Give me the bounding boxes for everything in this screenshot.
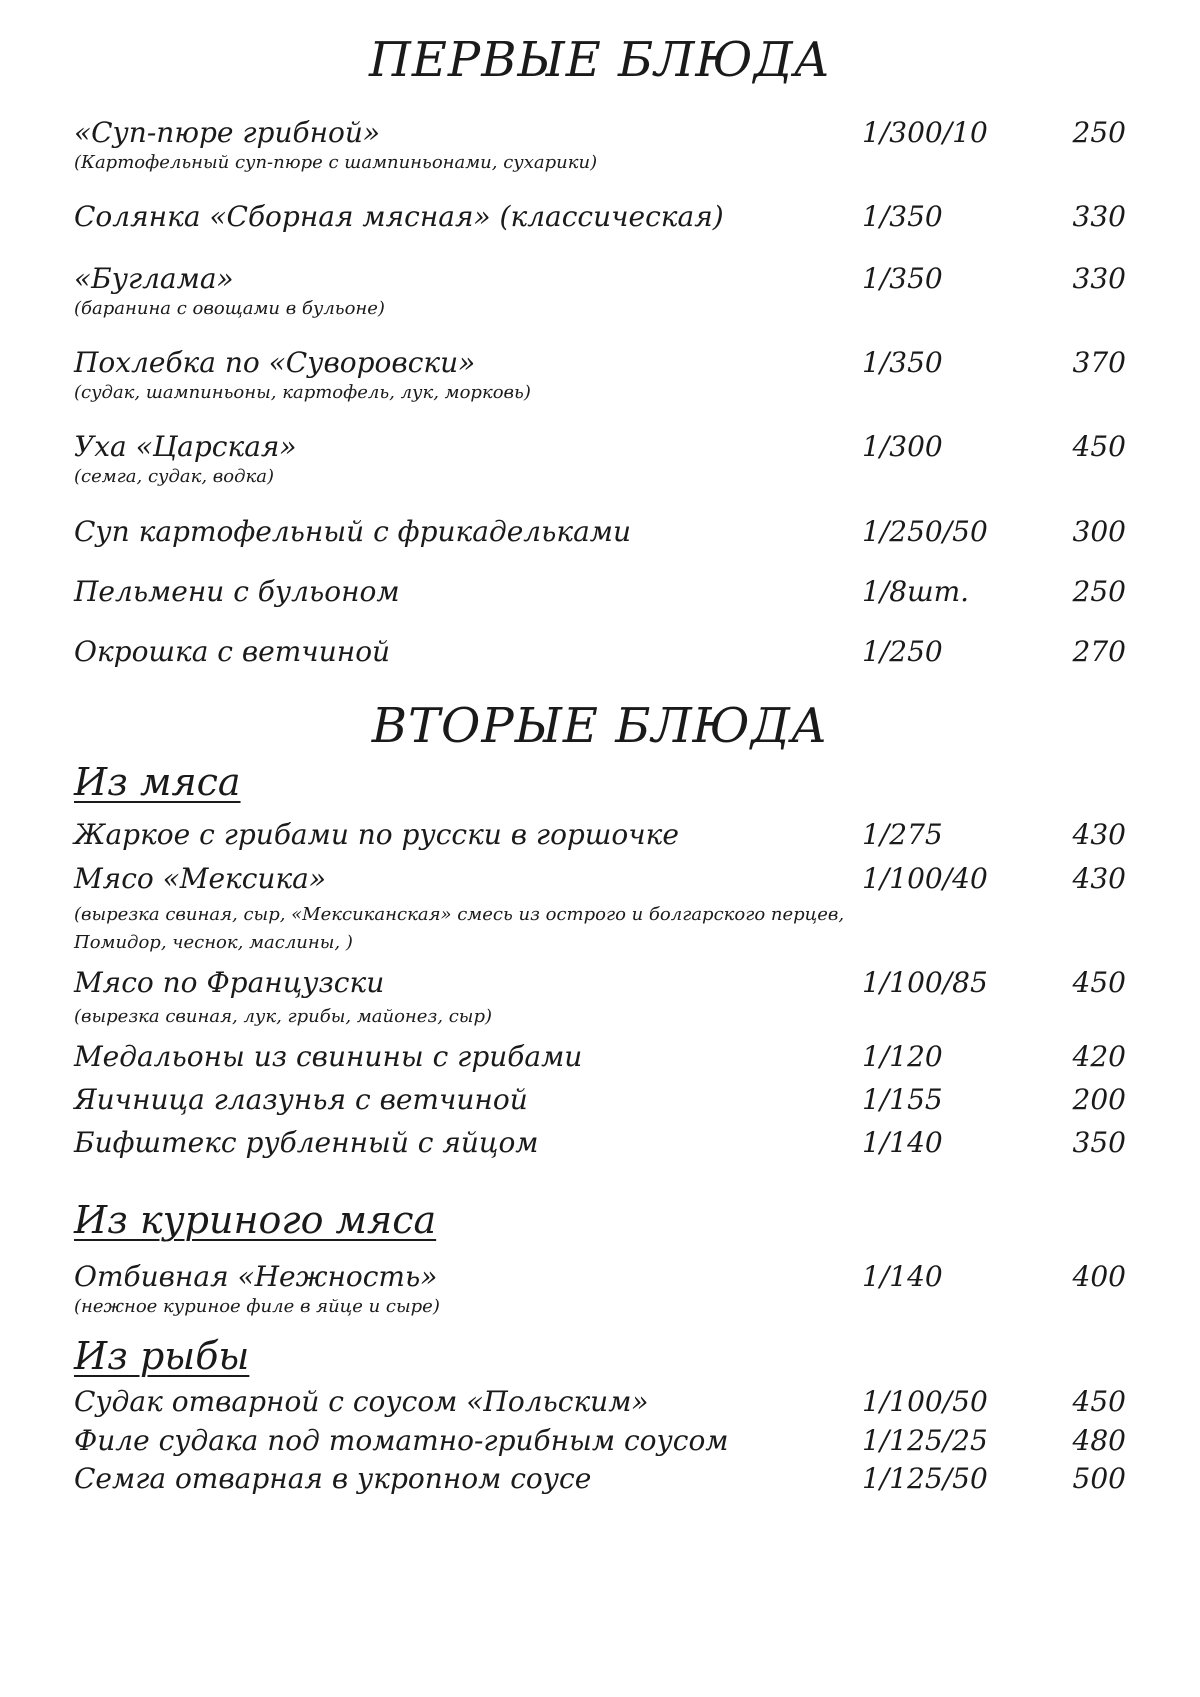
item-description: (вырезка свиная, лук, грибы, майонез, сыр) (74, 1006, 492, 1027)
item-name: Уха «Царская» (74, 430, 297, 463)
item-description: (вырезка свиная, сыр, «Мексиканская» смесь из острого и болгарского перцев, (74, 904, 845, 925)
item-portion: 1/350 (862, 262, 943, 295)
item-description: (Картофельный суп-пюре с шампиньонами, сухарики) (74, 152, 598, 173)
item-price: 480 (1072, 1424, 1126, 1457)
item-name: Яичница глазунья с ветчиной (74, 1083, 528, 1116)
item-name: Жаркое с грибами по русски в горшочке (74, 818, 679, 851)
item-name: Судак отварной с соусом «Польским» (74, 1385, 649, 1418)
item-price: 330 (1072, 262, 1126, 295)
item-description-line2: Помидор, чеснок, маслины, ) (74, 932, 353, 953)
item-name: «Буглама» (74, 262, 234, 295)
item-price: 370 (1072, 346, 1126, 379)
item-price: 200 (1072, 1083, 1126, 1116)
item-price: 250 (1072, 575, 1126, 608)
item-price: 430 (1072, 818, 1126, 851)
item-price: 500 (1072, 1462, 1126, 1495)
item-price: 450 (1072, 430, 1126, 463)
category-fish-title: Из рыбы (74, 1334, 250, 1378)
item-description: (нежное куриное филе в яйце и сыре) (74, 1296, 440, 1317)
item-portion: 1/350 (862, 200, 943, 233)
item-portion: 1/300 (862, 430, 943, 463)
second-courses-title: ВТОРЫЕ БЛЮДА (371, 698, 829, 754)
item-price: 330 (1072, 200, 1126, 233)
item-name: Медальоны из свинины с грибами (74, 1040, 583, 1073)
item-price: 450 (1072, 1385, 1126, 1418)
item-price: 270 (1072, 635, 1126, 668)
item-price: 450 (1072, 966, 1126, 999)
item-name: Пельмени с бульоном (74, 575, 400, 608)
item-name: Окрошка с ветчиной (74, 635, 391, 668)
item-name: Мясо «Мексика» (74, 862, 326, 895)
item-price: 400 (1072, 1260, 1126, 1293)
item-name: «Суп-пюре грибной» (74, 116, 381, 149)
item-portion: 1/250/50 (862, 515, 988, 548)
item-portion: 1/155 (862, 1083, 943, 1116)
item-portion: 1/120 (862, 1040, 943, 1073)
item-portion: 1/125/50 (862, 1462, 988, 1495)
item-portion: 1/140 (862, 1126, 943, 1159)
item-portion: 1/8шт. (862, 575, 970, 608)
item-portion: 1/100/40 (862, 862, 988, 895)
item-portion: 1/350 (862, 346, 943, 379)
item-name: Отбивная «Нежность» (74, 1260, 438, 1293)
item-price: 350 (1072, 1126, 1126, 1159)
item-portion: 1/250 (862, 635, 943, 668)
item-portion: 1/275 (862, 818, 943, 851)
item-description: (судак, шампиньоны, картофель, лук, морковь) (74, 382, 531, 403)
item-name: Похлебка по «Суворовски» (74, 346, 476, 379)
item-name: Суп картофельный с фрикадельками (74, 515, 632, 548)
item-price: 300 (1072, 515, 1126, 548)
category-meat-title: Из мяса (74, 760, 241, 804)
item-portion: 1/100/50 (862, 1385, 988, 1418)
item-price: 430 (1072, 862, 1126, 895)
item-name: Солянка «Сборная мясная» (классическая) (74, 200, 724, 233)
item-portion: 1/125/25 (862, 1424, 988, 1457)
item-description: (семга, судак, водка) (74, 466, 275, 487)
item-name: Бифштекс рубленный с яйцом (74, 1126, 539, 1159)
item-price: 420 (1072, 1040, 1126, 1073)
item-portion: 1/100/85 (862, 966, 988, 999)
item-name: Семга отварная в укропном соусе (74, 1462, 592, 1495)
item-name: Мясо по Французски (74, 966, 385, 999)
item-price: 250 (1072, 116, 1126, 149)
category-chicken-title: Из куриного мяса (74, 1198, 437, 1242)
item-portion: 1/300/10 (862, 116, 988, 149)
item-portion: 1/140 (862, 1260, 943, 1293)
item-name: Филе судака под томатно-грибным соусом (74, 1424, 729, 1457)
item-description: (баранина с овощами в бульоне) (74, 298, 385, 319)
first-courses-title: ПЕРВЫЕ БЛЮДА (369, 32, 831, 88)
